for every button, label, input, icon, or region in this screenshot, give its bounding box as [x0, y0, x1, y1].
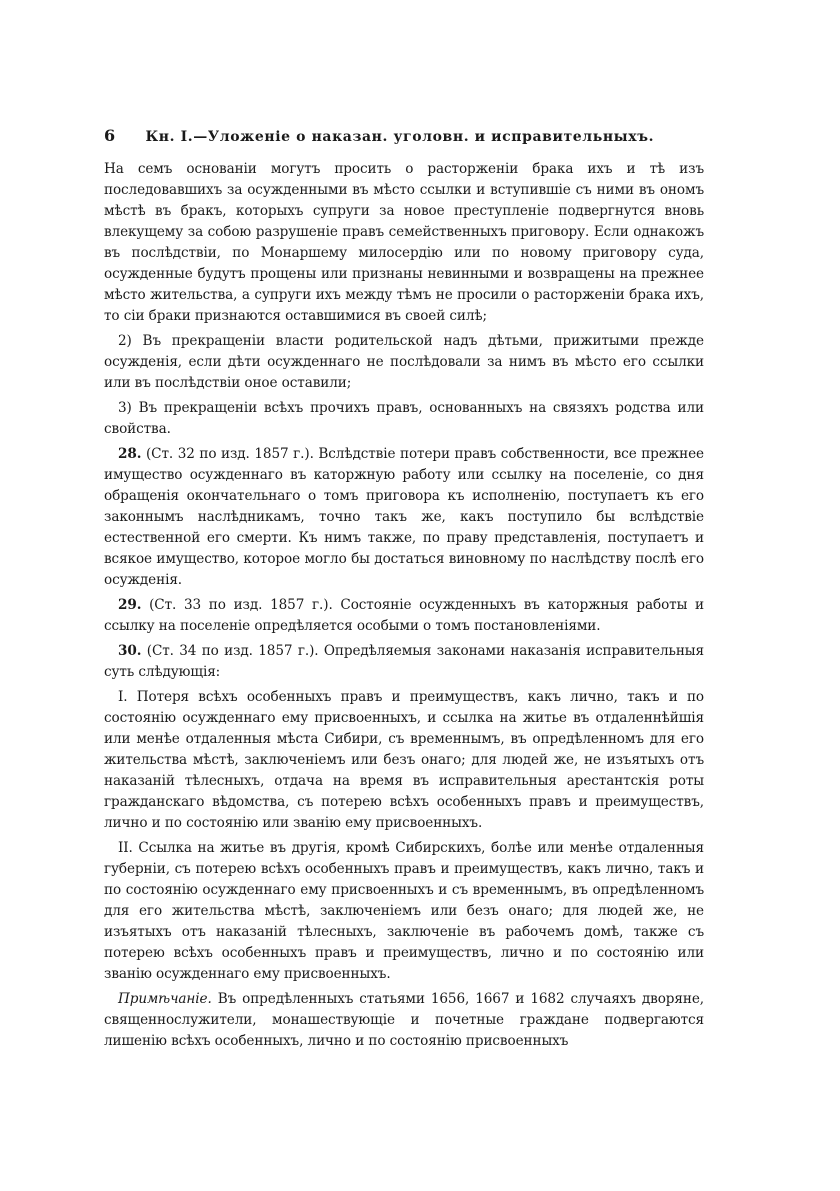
article-text: (Ст. 34 по изд. 1857 г.). Опредѣляемыя законами наказанія исправительныя суть слѣдующія: — [104, 643, 704, 680]
note-label: Примѣчаніе. — [118, 991, 212, 1007]
page — [104, 126, 704, 1056]
note-text: Въ опредѣленныхъ статьями 1656, 1667 и 1682 случаяхъ дворяне, священнослужители, монашествующіе и почетные граждане подвергаются лишенію всѣхъ особенныхъ, лично и по состоянію присвоенныхъ — [104, 991, 704, 1049]
article-number: 28. — [118, 446, 142, 462]
item-i: I. Потеря всѣхъ особенныхъ правъ и преимуществъ, какъ лично, такъ и по состоянію осужденнаго ему присвоенныхъ, и ссылка на житье въ отдаленнѣйшія или менѣе отдаленныя мѣста Сибири, съ временнымъ, въ опредѣленномъ для его жительства мѣстѣ, заключеніемъ или безъ онаго; для людей же, не изъятыхъ отъ наказаній тѣлесныхъ, отдача на время въ исправительныя арестантскія роты гражданскаго вѣдомства, съ потерею всѣхъ особенныхъ правъ и преимуществъ, лично и по состоянію или званію ему присвоенныхъ. — [104, 689, 704, 831]
clause-3: 3) Въ прекращеніи всѣхъ прочихъ правъ, основанныхъ на связяхъ родства или свойства. — [104, 400, 704, 437]
running-title: Кн. I.—Уложеніе о наказан. уголовн. и исправительныхъ. — [145, 129, 655, 145]
note — [104, 989, 704, 1052]
item-ii: II. Ссылка на житье въ другія, кромѣ Сибирскихъ, болѣе или менѣе отдаленныя губерніи, съ потерею всѣхъ особенныхъ правъ и преимуществъ, какъ лично, такъ и по состоянію осужденнаго ему присвоенныхъ и съ временнымъ, въ опредѣленномъ для его жительства мѣстѣ, заключеніемъ или безъ онаго; для людей же, не изъятыхъ отъ наказаній тѣлесныхъ, заключеніе въ рабочемъ домѣ, также съ потерею всѣхъ особенныхъ правъ и преимуществъ, лично и по состоянію или званію осужденнаго ему присвоенныхъ. — [104, 840, 704, 982]
page-number: 6 — [104, 126, 116, 145]
article-number: 30. — [118, 643, 142, 659]
running-header — [104, 126, 704, 145]
article-number: 29. — [118, 597, 142, 613]
article-text: (Ст. 33 по изд. 1857 г.). Состояніе осужденныхъ въ каторжныя работы и ссылку на поселеніе опредѣляется особыми о томъ постановленіями. — [104, 597, 704, 634]
article-28 — [104, 444, 704, 591]
article-30 — [104, 641, 704, 683]
clause-2: 2) Въ прекращеніи власти родительской надъ дѣтьми, прижитыми прежде осужденія, если дѣти осужденнаго не послѣдовали за нимъ въ мѣсто его ссылки или въ послѣдствіи оное оставили; — [104, 333, 704, 391]
article-text: (Ст. 32 по изд. 1857 г.). Вслѣдствіе потери правъ собственности, все прежнее имущество осужденнаго въ каторжную работу или ссылку на поселеніе, со дня обращенія окончательнаго о томъ приговора къ исполненію, поступаетъ къ его законнымъ наслѣдникамъ, точно такъ же, какъ поступило бы вслѣдствіе естественной его смерти. Къ нимъ также, по праву представленія, поступаетъ и всякое имущество, которое могло бы достаться виновному по наслѣдству послѣ его осужденія. — [104, 446, 704, 588]
continuation-paragraph: На семъ основаніи могутъ просить о расторженіи брака ихъ и тѣ изъ последовавшихъ за осужденными въ мѣсто ссылки и вступившіе съ ними въ ономъ мѣстѣ въ бракъ, которыхъ супруги за новое преступленіе подвергнутся вновь влекущему за собою разрушеніе правъ семейственныхъ приговору. Если однакожъ въ послѣдствіи, по Монаршему милосердію или по новому приговору суда, осужденные будутъ прощены или признаны невинными и возвращены на прежнее мѣсто жительства, а супруги ихъ между тѣмъ не просили о расторженіи брака ихъ, то сіи браки признаются оставшимися въ своей силѣ; — [104, 161, 704, 324]
article-29 — [104, 595, 704, 637]
